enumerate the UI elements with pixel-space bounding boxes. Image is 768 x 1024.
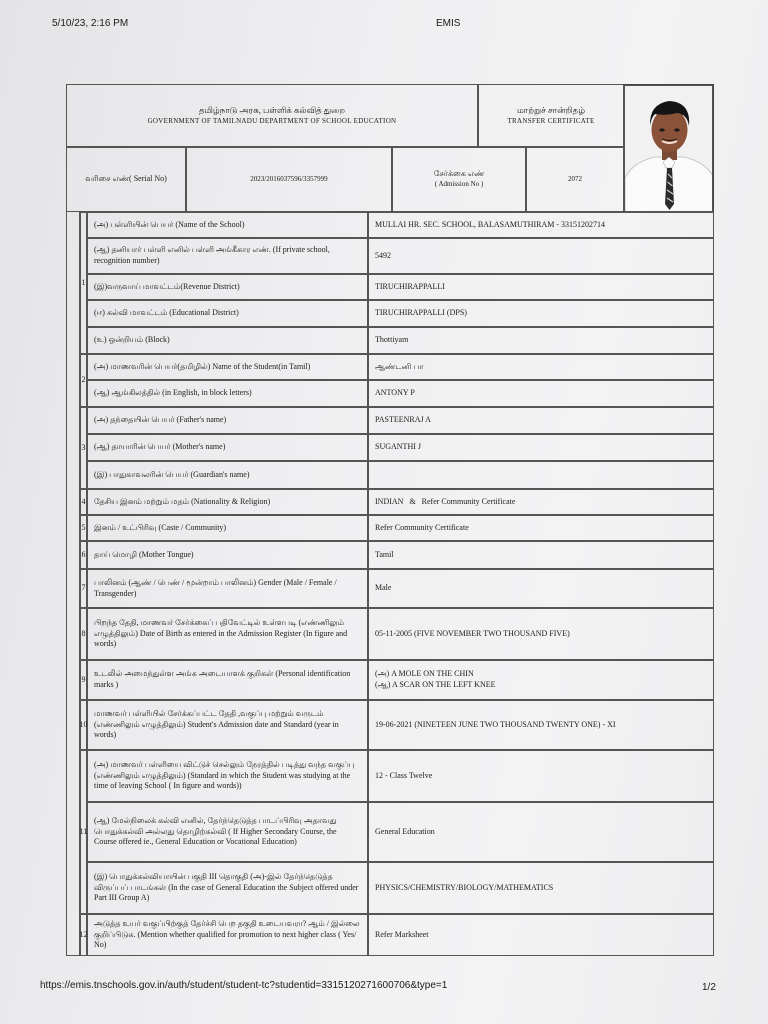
label-revenue-district: (இ)வருவாய் மாவட்டம்(Revenue District) (87, 274, 368, 300)
value-guardian-name (368, 461, 714, 489)
government-title-cell (66, 84, 478, 147)
row-number-8: 8 (80, 608, 87, 660)
row-number-4: 4 (80, 489, 87, 515)
admission-label-tamil: சேர்க்கை எண் (433, 169, 485, 179)
label-school-name: (அ) பள்ளியின் பெயர் (Name of the School) (87, 212, 368, 238)
serial-value: 2023/2016037596/3357999 (186, 147, 392, 212)
admission-label-cell (392, 147, 526, 212)
value-gender: Male (368, 569, 714, 608)
label-course-offered: (ஆ) மேல்நிலைக் கல்வி எனில், தேர்ந்தெடுத்த பாடப்பிரிவு அதாவது பொதுக்கல்வி அல்லது தொழிற்கல்வி ( If Higher Secondary Course, the Course offered ie., General Education or Vocational Education) (87, 802, 368, 862)
student-photo (624, 85, 713, 212)
row-number-6: 6 (80, 541, 87, 569)
label-gender: பாலினம் (ஆண் / பெண் / மூன்றாம் பாலினம்) Gender (Male / Female / Transgender) (87, 569, 368, 608)
label-promotion-qualified: அடுத்த உயர் வகுப்பிற்குத் தேர்ச்சி பெற தகுதி உடையவரா? ஆம் / இல்லை குறிப்பிடுக. (Mention whether qualified for promotion to next higher class ( Yes/ No) (87, 914, 368, 956)
row-number-5: 5 (80, 515, 87, 541)
row-number-12: 12 (80, 914, 87, 956)
tc-title-english: TRANSFER CERTIFICATE (507, 116, 595, 125)
print-page-number: 1/2 (702, 982, 716, 993)
label-recognition-number: (ஆ) தனியார் பள்ளி எனில் பள்ளி அங்கீகார எண். (If private school, recognition number) (87, 238, 368, 274)
value-subjects-offered: PHYSICS/CHEMISTRY/BIOLOGY/MATHEMATICS (368, 862, 714, 914)
value-mother-tongue: Tamil (368, 541, 714, 569)
value-date-of-birth: 05-11-2005 (FIVE NOVEMBER TWO THOUSAND FIVE) (368, 608, 714, 660)
value-revenue-district: TIRUCHIRAPPALLI (368, 274, 714, 300)
label-guardian-name: (இ) பாதுகாவலரின் பெயர் (Guardian's name) (87, 461, 368, 489)
value-admission-date: 19-06-2021 (NINETEEN JUNE TWO THOUSAND TWENTY ONE) - XI (368, 700, 714, 750)
value-identification-marks: (அ) A MOLE ON THE CHIN (ஆ) A SCAR ON THE LEFT KNEE (368, 660, 714, 700)
label-caste-community: இனம் / உட்பிரிவு (Caste / Community) (87, 515, 368, 541)
label-subjects-offered: (இ) பொதுக்கல்வியாயின் பகுதி III தொகுதி (அ)-இல் தேர்ந்தெடுத்த விருப்பப் பாடங்கள் (In the case of General Education the Subject offered under Part III Group A) (87, 862, 368, 914)
label-nationality-religion: தேசிய இனம் மற்றும் மதம் (Nationality & Religion) (87, 489, 368, 515)
row-number-3: 3 (80, 407, 87, 489)
print-url: https://emis.tnschools.gov.in/auth/student/student-tc?studentid=3315120271600706&type=1 (40, 980, 448, 991)
left-margin-column (66, 212, 80, 956)
label-student-name-english: (ஆ) ஆங்கிலத்தில் (in English, in block letters) (87, 380, 368, 407)
value-course-offered: General Education (368, 802, 714, 862)
print-date: 5/10/23, 2:16 PM (52, 18, 129, 29)
tc-title-cell (478, 84, 624, 147)
value-mother-name: SUGANTHI J (368, 434, 714, 461)
label-mother-name: (ஆ) தாயாரின் பெயர் (Mother's name) (87, 434, 368, 461)
value-promotion-qualified: Refer Marksheet (368, 914, 714, 956)
value-leaving-standard: 12 - Class Twelve (368, 750, 714, 802)
value-school-name: MULLAI HR. SEC. SCHOOL, BALASAMUTHIRAM - 33151202714 (368, 212, 714, 238)
label-educational-district: (ஈ) கல்வி மாவட்டம் (Educational District) (87, 300, 368, 327)
label-mother-tongue: தாய் மொழி (Mother Tongue) (87, 541, 368, 569)
value-caste-community: Refer Community Certificate (368, 515, 714, 541)
value-father-name: PASTEENRAJ A (368, 407, 714, 434)
row-number-9: 9 (80, 660, 87, 700)
label-student-name-tamil: (அ) மாணவரின் பெயர்(தமிழில்) Name of the Student(in Tamil) (87, 354, 368, 380)
label-date-of-birth: பிறந்த தேதி, மாணவர் சேர்க்கைப் பதிவேட்டில் உள்ளபடி (எண்ணிலும் எழுத்திலும்) Date of Birth as entered in the Admission Register (In figure and words) (87, 608, 368, 660)
row-number-7: 7 (80, 569, 87, 608)
value-educational-district: TIRUCHIRAPPALLI (DPS) (368, 300, 714, 327)
label-admission-date: மாணவர் பள்ளியில் சேர்க்கப்பட்ட தேதி ,வகுப்பு மற்றும் வருடம் (எண்ணிலும் எழுத்திலும்) Student's Admission date and Standard (year in words) (87, 700, 368, 750)
row-number-10: 10 (80, 700, 87, 750)
print-page-title: EMIS (436, 18, 461, 29)
label-father-name: (அ) தந்தையின் பெயர் (Father's name) (87, 407, 368, 434)
admission-value: 2072 (526, 147, 624, 212)
row-number-1: 1 (80, 212, 87, 354)
value-recognition-number: 5492 (368, 238, 714, 274)
label-leaving-standard: (அ) மாணவர் பள்ளியை விட்டுச் செல்லும் நேரத்தில் படித்து வந்த வகுப்பு (எண்ணிலும் எழுத்திலும்) (Standard in which the Student was studying at the time of leaving School ( In figure and words)) (87, 750, 368, 802)
value-student-name-tamil: ஆண்டனி பா (368, 354, 714, 380)
government-title-english: GOVERNMENT OF TAMILNADU DEPARTMENT OF SCHOOL EDUCATION (147, 116, 397, 125)
tc-title-tamil: மாற்றுச் சான்றிதழ் (516, 105, 586, 116)
government-title-tamil: தமிழ்நாடு அரசு, பள்ளிக் கல்வித் துறை (199, 105, 345, 116)
row-number-2: 2 (80, 354, 87, 407)
admission-label-english: ( Admission No ) (434, 180, 484, 189)
student-photo-image (625, 86, 713, 212)
label-identification-marks: உடலில் அமைந்துள்ள அங்க அடையாளக் குறிகள் (Personal identification marks ) (87, 660, 368, 700)
label-block: (உ) ஒன்றியம் (Block) (87, 327, 368, 354)
row-number-11: 11 (80, 750, 87, 914)
value-nationality-religion: INDIAN & Refer Community Certificate (368, 489, 714, 515)
serial-label: வரிசை எண்( Serial No) (66, 147, 186, 212)
value-block: Thottiyam (368, 327, 714, 354)
value-student-name-english: ANTONY P (368, 380, 714, 407)
